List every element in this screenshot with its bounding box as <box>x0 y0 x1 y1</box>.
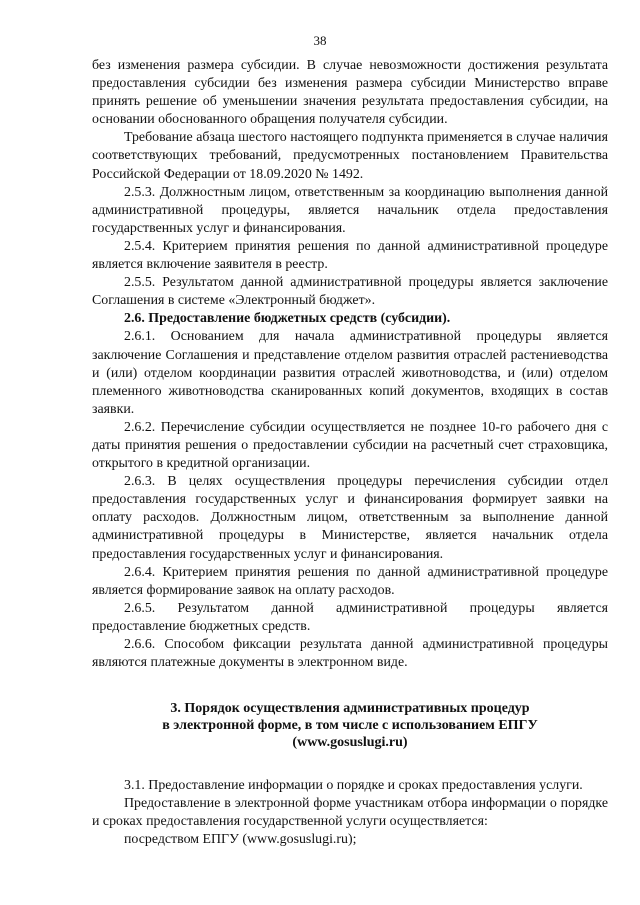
paragraph: без изменения размера субсидии. В случае невозможности достижения результата предоставления субсидии без изменения размера субсидии Министерство вправе принять решение об уменьшении значения результата предоставления субсидии, на основании обоснованного обращения получателя субсидии. <box>92 58 608 128</box>
section-heading-line: в электронной форме, в том числе с использованием ЕПГУ <box>162 718 538 734</box>
paragraph: 2.6.2. Перечисление субсидии осуществляется не позднее 10-го рабочего дня с даты принятия решения о предоставлении субсидии на расчетный счет страховщика, открытого в кредитной организации. <box>92 419 608 472</box>
paragraphs-after <box>92 777 608 849</box>
page-number: 38 <box>313 33 327 48</box>
paragraph: Предоставление в электронной форме участникам отбора информации о порядке и сроках предоставления государственной услуги осуществляется: <box>92 796 608 830</box>
paragraph: 2.6.4. Критерием принятия решения по данной административной процедуре является формирование заявок на оплату расходов. <box>92 564 608 598</box>
paragraph: 2.6.6. Способом фиксации результата данной административной процедуры являются платежные документы в электронном виде. <box>92 637 608 671</box>
paragraph: 2.5.4. Критерием принятия решения по данной административной процедуре является включение заявителя в реестр. <box>92 238 608 273</box>
paragraph: 3.1. Предоставление информации о порядке и сроках предоставления услуги. <box>124 778 583 794</box>
paragraph: 2.6.1. Основанием для начала административной процедуры является заключение Соглашения и представление отделом развития отраслей растениеводства и (или) отделом координации развития отраслей животноводства, и (или) отделом племенного животноводства сканированных копий документов, входящих в состав заявки. <box>92 329 608 417</box>
paragraphs-before <box>92 57 608 672</box>
document-body <box>92 57 608 850</box>
paragraph: посредством ЕПГУ (www.gosuslugi.ru); <box>124 832 357 848</box>
section-heading <box>92 700 608 751</box>
section-heading-line: (www.gosuslugi.ru) <box>292 735 408 751</box>
paragraph: 2.6.5. Результатом данной административной процедуры является предоставление бюджетных средств. <box>92 600 608 634</box>
paragraph: 2.6.3. В целях осуществления процедуры перечисления субсидии отдел предоставления государственных услуг и финансирования формирует заявки на оплату расходов. Должностным лицом, ответственным за выполнение данной административной процедуры в Министерстве, является начальник отдела предоставления государственных услуг и финансирования. <box>92 474 608 562</box>
paragraph: 2.5.5. Результатом данной административной процедуры является заключение Соглашения в системе «Электронный бюджет». <box>92 275 608 309</box>
subsection-heading: 2.6. Предоставление бюджетных средств (субсидии). <box>124 311 451 327</box>
paragraph: Требование абзаца шестого настоящего подпункта применяется в случае наличия соответствующих требований, предусмотренных постановлением Правительства Российской Федерации от 18.09.2020 № 1492. <box>92 130 608 182</box>
paragraph: 2.5.3. Должностным лицом, ответственным за координацию выполнения данной административной процедуры, является начальник отдела предоставления государственных услуг и финансирования. <box>92 184 608 236</box>
section-heading-line: 3. Порядок осуществления административных процедур <box>170 701 530 717</box>
